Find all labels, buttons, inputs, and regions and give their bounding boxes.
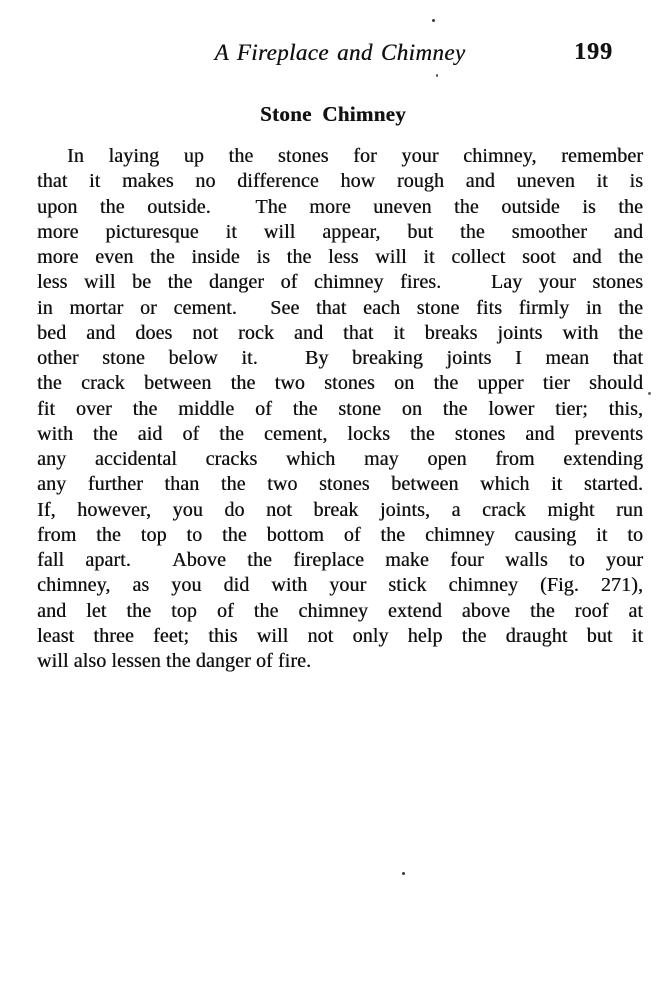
text-line: will also lessen the danger of fire. — [37, 650, 312, 672]
text-line: more picturesque it will appear, but the smoother and — [37, 220, 643, 243]
text-line: bed and does not rock and that it breaks joints with the — [37, 321, 643, 344]
text-line: chimney, as you did with your stick chimney (Fig. 271), — [37, 574, 643, 597]
text-line: any further than the two stones between which it started. — [37, 473, 643, 496]
text-line: any accidental cracks which may open from extending — [37, 448, 643, 470]
section-heading: Stone Chimney — [260, 102, 406, 126]
text-line: upon the outside. The more uneven the outside is the — [37, 195, 643, 218]
text-line: If, however, you do not break joints, a crack might run — [37, 498, 643, 521]
text-line: less will be the danger of chimney fires. Lay your stones — [37, 271, 643, 294]
page-number: 199 — [574, 39, 613, 65]
text-line: least three feet; this will not only help the draught but it — [37, 624, 643, 647]
scan-speck — [402, 872, 405, 875]
text-line: other stone below it. By breaking joints I mean that — [37, 347, 643, 369]
text-line: fit over the middle of the stone on the lower tier; this, — [37, 397, 643, 420]
running-header — [37, 38, 643, 68]
scan-speck — [436, 74, 438, 77]
scan-speck — [432, 19, 435, 22]
text-line: fall apart. Above the fireplace make four walls to your — [37, 549, 643, 571]
text-line: in mortar or cement. See that each stone fits firmly in the — [37, 296, 643, 319]
text-line: from the top to the bottom of the chimney causing it to — [37, 523, 643, 546]
running-head-title: A Fireplace and Chimney — [214, 40, 466, 65]
scan-speck — [648, 392, 651, 395]
text-line: more even the inside is the less will it collect soot and the — [37, 246, 643, 268]
text-line: with the aid of the cement, locks the stones and prevents — [37, 422, 643, 445]
text-line: the crack between the two stones on the upper tier should — [37, 372, 643, 395]
text-line: and let the top of the chimney extend above the roof at — [37, 599, 643, 622]
body-paragraph — [37, 144, 643, 674]
text-line: In laying up the stones for your chimney, remember — [67, 145, 643, 167]
text-line: that it makes no difference how rough and uneven it is — [37, 170, 643, 193]
